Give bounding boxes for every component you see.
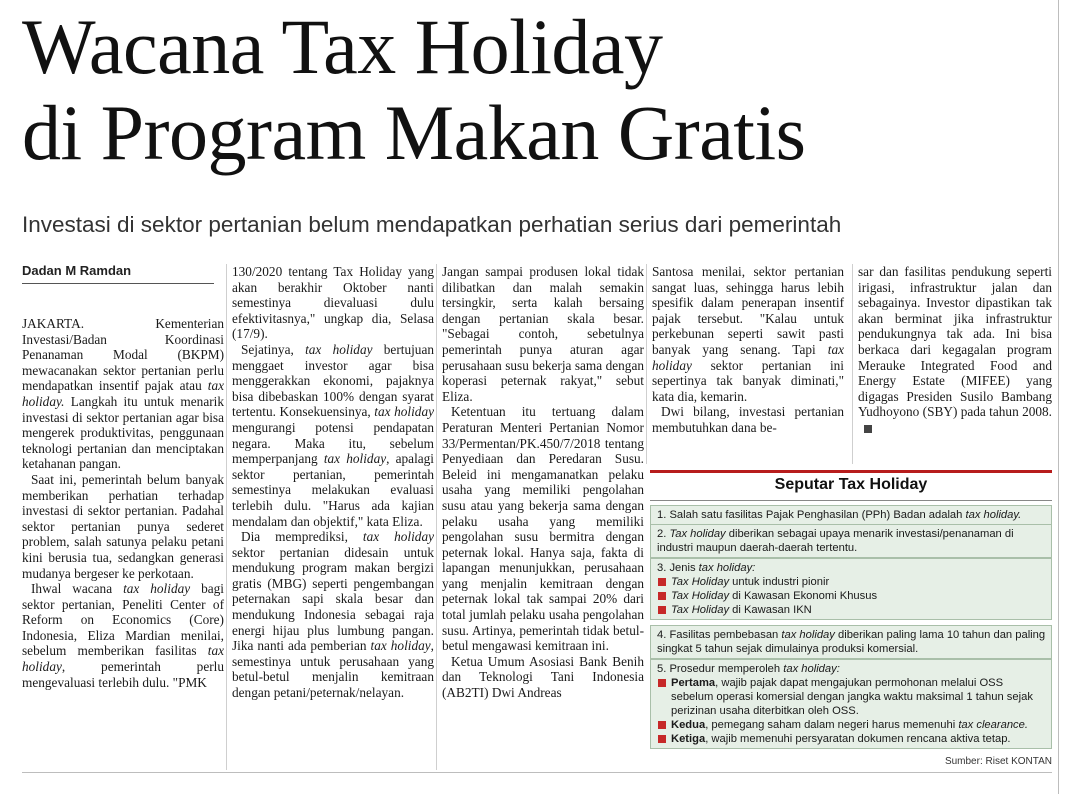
text: 2.: [657, 528, 670, 540]
text-italic: tax holiday: [652, 341, 844, 373]
box-item-3: [650, 558, 1052, 620]
box-title: Seputar Tax Holiday: [774, 476, 928, 493]
column-divider: [852, 264, 853, 464]
text: mengurangi potensi pendapatan negara. Maka itu, sebelum memperpanjang: [232, 419, 434, 467]
red-square-bullet-icon: [658, 735, 666, 743]
sub-item: [657, 676, 1047, 718]
paragraph: Saat ini, pemerintah belum banyak memberikan perhatian terhadap investasi di sektor pertanian. Padahal sektor pertanian punya sederet problem, salah satunya pelaku petani kini berusia tua, sedangkan generasi mudanya bergeser ke perkotaan.: [22, 471, 224, 581]
text: bertujuan menggaet investor agar bisa menggerakkan ekonomi, pajaknya bisa dibebaskan 100% dengan syarat tertentu. Konsekuensinya,: [232, 341, 434, 420]
text-italic: Tax Holiday: [671, 604, 730, 616]
box-title-rule: [650, 500, 1052, 501]
text-italic: tax holiday:: [783, 663, 840, 675]
text: , pemerintah perlu mengevaluasi terlebih dulu. "PMK: [22, 659, 224, 690]
text-bold: Kedua: [671, 719, 706, 731]
paragraph: Ketua Umum Asosiasi Bank Benih dan Teknologi Tani Indonesia (AB2TI) Dwi Andreas: [442, 653, 644, 701]
article-column-4: [652, 264, 844, 436]
text-italic: tax holiday:: [698, 562, 756, 574]
sub-item: [657, 732, 1047, 746]
paragraph: 130/2020 tentang Tax Holiday yang akan berakhir Oktober nanti semestinya dievaluasi dulu efektivitasnya," ungkap dia, Selasa (17/9).: [232, 264, 434, 342]
red-square-bullet-icon: [658, 679, 666, 687]
sub-item: [657, 575, 1047, 589]
text-italic: tax holiday: [781, 629, 835, 641]
text: sektor pertanian ini sepertinya tak banyak diminati," kata dia, kemarin.: [652, 357, 844, 404]
text-italic: tax clearance.: [958, 719, 1028, 731]
headline: [22, 4, 1042, 176]
column-divider: [436, 264, 437, 770]
text-italic: Tax Holiday: [671, 590, 730, 602]
text: JAKARTA. Kementerian Investasi/Badan Koordinasi Penanaman Modal (BKPM) mewacanakan sektor pertanian perlu mendapatkan insentif pajak atau: [22, 316, 224, 394]
paragraph: Ketentuan itu tertuang dalam Peraturan Menteri Pertanian Nomor 33/Permentan/PK.450/7/2018 tentang Penyediaan dan Peredaran Susu. Beleid ini mengamanatkan pelaku usaha yang memiliki pengolahan susu atau yang bekerja sama dengan pelaku usaha yang memiliki pengolahan susu bermitra dengan peternak lokal. Hanya saja, fakta di lapangan menunjukkan, perusahaan yang menjalin kemitraan dengan peternak lokal tak sampai 20% dari total jumlah pelaku usaha pengolahan susu. Artinya, pemerintah tidak betul-betul mengawasi kemitraan ini.: [442, 404, 644, 654]
paragraph: Dwi bilang, investasi pertanian membutuhkan dana be-: [652, 404, 844, 435]
article-column-3: [442, 264, 644, 701]
paragraph: [858, 264, 1052, 436]
headline-line-1: Wacana Tax Holiday: [22, 3, 663, 90]
text: sar dan fasilitas pendukung seperti irigasi, infrastruktur jalan dan sebagainya. Investor dipastikan tak akan berminat jika infrastruktur pendukungnya tak ada. Ini bisa berkaca dari kegagalan program Merauke Integrated Food and Energy Estate (MIFEE) yang digagas Presiden Susilo Bambang Yudhoyono (SBY) pada tahun 2008.: [858, 264, 1052, 420]
text: sektor pertanian didesain untuk mendukung program makan bergizi gratis (MBG) seperti pengembangan peternakan sapi skala besar dan mendukung Indonesia sebagai raja energi hijau plus lumbung pangan. Jika nanti ada pemberian: [232, 544, 434, 654]
paragraph: Jangan sampai produsen lokal tidak dilibatkan dan malah semakin tersingkir, serta kalah bersaing dengan pertanian skala besar. "Sebagai contoh, sebetulnya pemerintah punya aturan agar perusahaan susu bekerja sama dengan koperasi peternak rakyat," sebut Eliza.: [442, 264, 644, 404]
text: Ihwal wacana: [31, 581, 124, 597]
headline-line-2: di Program Makan Gratis: [22, 89, 806, 176]
text: bagi sektor pertanian, Peneliti Center of Reform on Economics (Core) Indonesia, Eliza Mardian menilai, sebelum memberikan fasilitas: [22, 581, 225, 659]
info-box-seputar-tax-holiday: [650, 470, 1052, 770]
article-column-1: [22, 316, 224, 690]
paragraph: [22, 316, 224, 472]
text: , apalagi sektor pertanian, pemerintah semestinya melakukan evaluasi terlebih dulu. "Harus ada kajian mendalam dan objektif," kata Eliza.: [232, 451, 435, 529]
box-item-2: [650, 524, 1052, 558]
box-item-5: [650, 659, 1052, 749]
paragraph: [232, 342, 434, 529]
text-italic: Tax holiday: [669, 528, 726, 540]
text-italic: tax holiday.: [965, 509, 1022, 521]
text: di Kawasan IKN: [729, 604, 812, 616]
text: Langkah itu untuk menarik investasi di sektor pertanian agar bisa mengerek produktivitas, penggunaan teknologi pertanian dan menciptakan ketahanan pangan.: [22, 393, 224, 472]
text: diberikan sebagai upaya menarik investasi/penanaman di industri maupun daerah-daerah tertentu.: [657, 528, 1014, 554]
text-italic: tax holiday: [323, 451, 387, 467]
byline-rule: [22, 283, 214, 284]
text-italic: tax holiday.: [22, 378, 224, 409]
text: , wajib pajak dapat mengajukan permohonan melalui OSS sebelum operasi komersial dengan jangka waktu maksimal 1 tahun sejak perizinan usaha diterbitkan oleh OSS.: [671, 677, 1033, 717]
paragraph: [232, 529, 434, 701]
text-italic: tax holiday: [22, 643, 224, 675]
subheadline: Investasi di sektor pertanian belum mendapatkan perhatian serius dari pemerintah: [22, 212, 842, 237]
text: Santosa menilai, sektor pertanian sangat luas, sehingga harus lebih spesifik dalam penerapan insentif pajak tersebut. "Kalau untuk perkebunan seperti sawit pasti banyak yang senang. Tapi: [652, 264, 844, 357]
article-column-5: [858, 264, 1052, 436]
red-square-bullet-icon: [658, 578, 666, 586]
text: Dia memprediksi,: [241, 529, 363, 545]
text: 1. Salah satu fasilitas Pajak Penghasilan (PPh) Badan adalah: [657, 509, 966, 521]
sub-item: [657, 603, 1047, 617]
red-square-bullet-icon: [658, 606, 666, 614]
text-italic: tax holiday: [374, 404, 434, 420]
box-top-rule: [650, 470, 1052, 473]
text: untuk industri pionir: [729, 576, 830, 588]
text-bold: Ketiga: [671, 733, 706, 745]
article-column-2: [232, 264, 434, 701]
byline: Dadan M Ramdan: [22, 263, 132, 278]
bottom-rule: [22, 772, 1052, 773]
text-bold: Pertama: [671, 677, 716, 689]
text: diberikan paling lama 10 tahun dan paling singkat 5 tahun sejak dimulainya produksi komersial.: [657, 629, 1046, 655]
sub-item: [657, 718, 1047, 732]
text: , wajib memenuhi persyaratan dokumen rencana aktiva tetap.: [705, 733, 1011, 745]
text-italic: Tax Holiday: [671, 576, 730, 588]
end-of-article-mark: [864, 425, 872, 433]
text: Sejatinya,: [241, 341, 306, 357]
text: 5. Prosedur memperoleh: [657, 663, 784, 675]
text: , semestinya untuk perusahaan yang betul-betul menjalin kemitraan dengan petani/peternak/nelayan.: [232, 638, 434, 701]
sub-item: [657, 589, 1047, 603]
box-item-1: [650, 505, 1052, 525]
red-square-bullet-icon: [658, 721, 666, 729]
text-italic: tax holiday: [362, 529, 434, 545]
source-credit: Sumber: Riset KONTAN: [944, 756, 1052, 767]
red-square-bullet-icon: [658, 592, 666, 600]
text: 3. Jenis: [657, 562, 699, 574]
text: 4. Fasilitas pembebasan: [657, 629, 782, 641]
column-divider: [226, 264, 227, 770]
text-italic: tax holiday: [123, 581, 191, 597]
box-item-4: [650, 625, 1052, 659]
text: di Kawasan Ekonomi Khusus: [729, 590, 878, 602]
text-italic: tax holiday: [305, 341, 373, 357]
paragraph: [22, 581, 224, 690]
page-edge-rule: [1058, 0, 1059, 794]
column-divider: [646, 264, 647, 464]
text: , pemegang saham dalam negeri harus memenuhi: [705, 719, 959, 731]
paragraph: [652, 264, 844, 404]
text-italic: tax holiday: [370, 638, 431, 654]
